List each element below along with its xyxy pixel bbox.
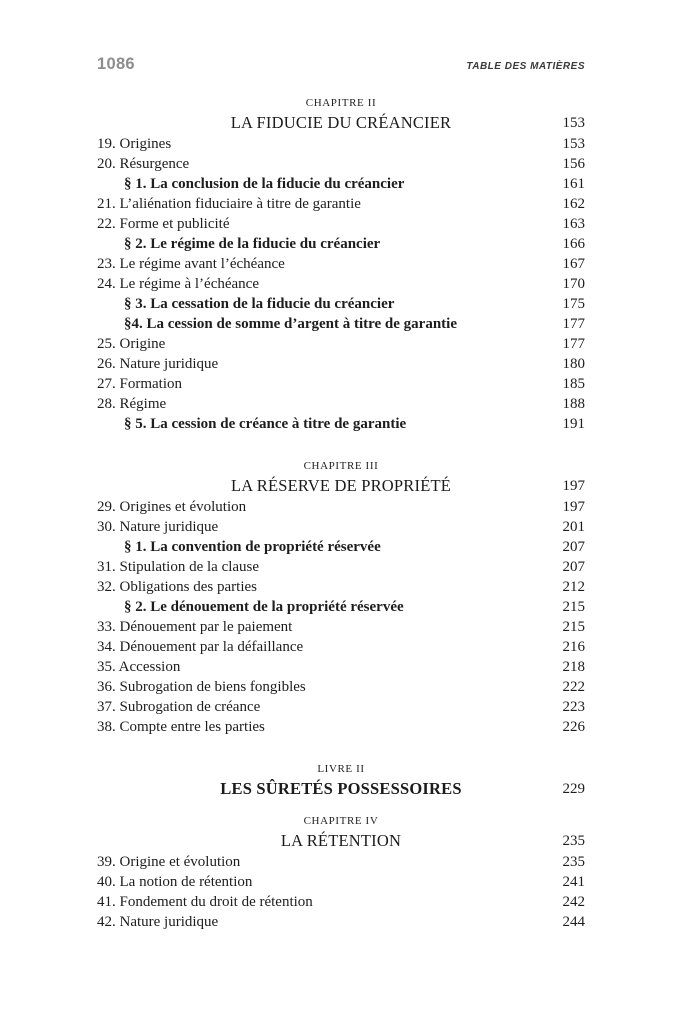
entry-page-number: 180	[562, 356, 585, 372]
entry-page-number: 241	[562, 874, 585, 890]
entry-label: 42. Nature juridique	[97, 914, 219, 930]
entry-label: 25. Origine	[97, 336, 166, 352]
toc-entry	[97, 677, 585, 697]
entry-label: § 2. Le régime de la fiducie du créancier	[124, 236, 381, 252]
entry-page-number: 163	[562, 216, 585, 232]
toc-entry	[97, 214, 585, 234]
entry-page-number: 201	[562, 519, 585, 535]
toc-entry	[97, 597, 585, 617]
entry-page-number: 188	[562, 396, 585, 412]
entry-page-number: 242	[562, 894, 585, 910]
entry-page-number: 215	[562, 619, 585, 635]
entry-label: 33. Dénouement par le paiement	[97, 619, 293, 635]
entry-label: 34. Dénouement par la défaillance	[97, 639, 304, 655]
toc-entry	[97, 637, 585, 657]
toc-entry	[97, 852, 585, 872]
entry-page-number: 191	[562, 416, 585, 432]
section-page-number: 153	[562, 115, 585, 131]
entry-label: 32. Obligations des parties	[97, 579, 257, 595]
entry-page-number: 212	[562, 579, 585, 595]
entry-label: 36. Subrogation de biens fongibles	[97, 679, 306, 695]
section-title-row	[97, 476, 585, 497]
entry-label: 40. La notion de rétention	[97, 874, 253, 890]
toc-entry	[97, 557, 585, 577]
entry-label: 22. Forme et publicité	[97, 216, 230, 232]
entry-page-number: 223	[562, 699, 585, 715]
section-page-number: 197	[562, 478, 585, 494]
toc-section	[97, 456, 585, 737]
entry-page-number: 207	[562, 539, 585, 555]
entry-page-number: 177	[562, 316, 585, 332]
toc-entry	[97, 234, 585, 254]
entry-page-number: 226	[562, 719, 585, 735]
toc-entry	[97, 294, 585, 314]
toc-entry	[97, 274, 585, 294]
toc-entry	[97, 174, 585, 194]
entry-page-number: 215	[562, 599, 585, 615]
toc-entry	[97, 617, 585, 637]
toc-entry	[97, 912, 585, 932]
toc-entry	[97, 717, 585, 737]
toc-entry	[97, 517, 585, 537]
toc-entry	[97, 354, 585, 374]
toc-entry	[97, 254, 585, 274]
toc-section	[97, 759, 585, 800]
entry-label: 31. Stipulation de la clause	[97, 559, 260, 575]
entry-label: 27. Formation	[97, 376, 182, 392]
entry-page-number: 235	[562, 854, 585, 870]
toc-entry	[97, 374, 585, 394]
toc-entry	[97, 134, 585, 154]
entry-label: § 1. La conclusion de la fiducie du créancier	[124, 176, 405, 192]
toc-entry	[97, 537, 585, 557]
section-kicker: LIVRE II	[317, 763, 365, 775]
toc-entry	[97, 497, 585, 517]
toc-entry	[97, 334, 585, 354]
running-title: TABLE DES MATIÈRES	[466, 61, 585, 72]
entry-label: 23. Le régime avant l’échéance	[97, 256, 285, 272]
toc-entry	[97, 872, 585, 892]
entry-page-number: 153	[562, 136, 585, 152]
toc-entry	[97, 577, 585, 597]
entry-page-number: 156	[562, 156, 585, 172]
toc-entry	[97, 657, 585, 677]
entry-label: 35. Accession	[97, 659, 181, 675]
entry-label: 26. Nature juridique	[97, 356, 219, 372]
section-kicker: CHAPITRE IV	[303, 815, 379, 827]
section-kicker: CHAPITRE II	[305, 97, 377, 109]
toc-section	[97, 811, 585, 932]
toc-entry	[97, 697, 585, 717]
toc-entry	[97, 154, 585, 174]
entry-page-number: 167	[562, 256, 585, 272]
entry-page-number: 177	[562, 336, 585, 352]
section-title: LES SÛRETÉS POSSESSOIRES	[220, 779, 462, 798]
entry-label: 21. L’aliénation fiduciaire à titre de garantie	[97, 196, 361, 212]
entry-label: 24. Le régime à l’échéance	[97, 276, 259, 292]
entry-label: § 5. La cession de créance à titre de garantie	[124, 416, 407, 432]
entry-label: 30. Nature juridique	[97, 519, 219, 535]
section-page-number: 229	[562, 781, 585, 797]
section-title: LA FIDUCIE DU CRÉANCIER	[230, 113, 452, 132]
entry-label: § 3. La cessation de la fiducie du créancier	[124, 296, 395, 312]
entry-label: 39. Origine et évolution	[97, 854, 241, 870]
running-head	[97, 55, 585, 75]
entry-page-number: 197	[562, 499, 585, 515]
entry-page-number: 185	[562, 376, 585, 392]
toc-entry	[97, 314, 585, 334]
table-of-contents	[97, 93, 585, 932]
entry-label: § 2. Le dénouement de la propriété réservée	[124, 599, 404, 615]
toc-entry	[97, 194, 585, 214]
entry-label: 41. Fondement du droit de rétention	[97, 894, 313, 910]
entry-page-number: 175	[562, 296, 585, 312]
entry-label: §4. La cession de somme d’argent à titre de garantie	[124, 316, 458, 332]
entry-label: 28. Régime	[97, 396, 167, 412]
section-title-row	[97, 831, 585, 852]
section-page-number: 235	[562, 833, 585, 849]
section-title: LA RÉSERVE DE PROPRIÉTÉ	[230, 476, 452, 495]
section-kicker: CHAPITRE III	[303, 460, 379, 472]
entry-page-number: 161	[562, 176, 585, 192]
entry-page-number: 244	[562, 914, 585, 930]
entry-label: 37. Subrogation de créance	[97, 699, 261, 715]
section-title-row	[97, 113, 585, 134]
toc-entry	[97, 414, 585, 434]
entry-page-number: 222	[562, 679, 585, 695]
entry-label: 38. Compte entre les parties	[97, 719, 265, 735]
entry-page-number: 162	[562, 196, 585, 212]
entry-page-number: 216	[562, 639, 585, 655]
toc-entry	[97, 394, 585, 414]
toc-section	[97, 93, 585, 434]
entry-page-number: 166	[562, 236, 585, 252]
entry-label: § 1. La convention de propriété réservée	[124, 539, 381, 555]
entry-label: 20. Résurgence	[97, 156, 190, 172]
entry-label: 29. Origines et évolution	[97, 499, 247, 515]
toc-entry	[97, 892, 585, 912]
section-title-row	[97, 779, 585, 800]
entry-page-number: 170	[562, 276, 585, 292]
section-title: LA RÉTENTION	[280, 831, 402, 850]
folio-number: 1086	[97, 55, 135, 73]
entry-label: 19. Origines	[97, 136, 172, 152]
entry-page-number: 218	[562, 659, 585, 675]
entry-page-number: 207	[562, 559, 585, 575]
